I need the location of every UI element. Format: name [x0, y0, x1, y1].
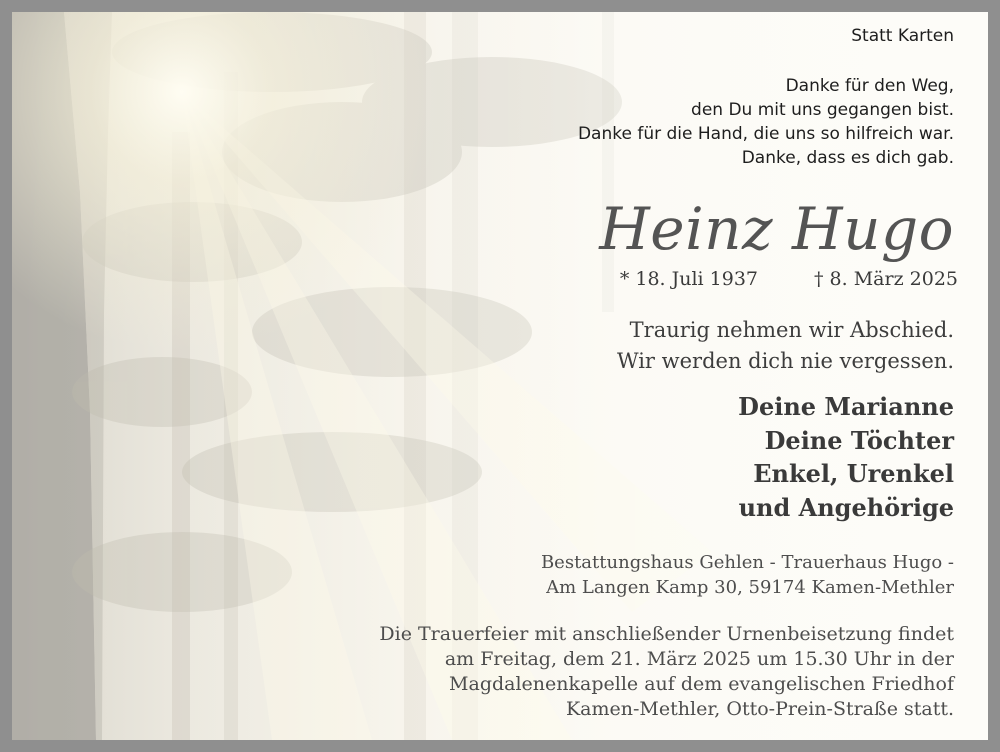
service-line: Die Trauerfeier mit anschließender Urnenbeisetzung findet [379, 623, 954, 645]
service-line: am Freitag, dem 21. März 2025 um 15.30 Uhr in der [444, 648, 954, 670]
farewell-line: Traurig nehmen wir Abschied. [629, 318, 954, 342]
deceased-name: Heinz Hugo [599, 195, 954, 263]
service-line: Magdalenenkapelle auf dem evangelischen Friedhof [449, 673, 954, 695]
funeral-home-address [541, 550, 954, 600]
mourner-line: Deine Töchter [764, 425, 954, 455]
poem-verse [578, 74, 954, 170]
service-details [379, 622, 954, 722]
verse-line: Danke für die Hand, die uns so hilfreich war. [577, 124, 954, 144]
birth-date: * 18. Juli 1937 [619, 268, 759, 290]
mourner-line: Enkel, Urenkel [753, 459, 954, 488]
obituary-card [12, 12, 988, 740]
death-date: † 8. März 2025 [814, 268, 958, 290]
life-dates [620, 268, 958, 290]
farewell-line: Wir werden dich nie vergessen. [616, 349, 954, 373]
farewell-message [617, 315, 954, 377]
service-line: Kamen-Methler, Otto-Prein-Straße statt. [565, 698, 954, 720]
verse-line: Danke für den Weg, [785, 76, 954, 96]
statt-karten-label: Statt Karten [851, 26, 954, 46]
verse-line: Danke, dass es dich gab. [741, 148, 954, 168]
mourners-list [738, 390, 954, 524]
mourner-line: und Angehörige [738, 492, 954, 522]
funeral-home-line: Am Langen Kamp 30, 59174 Kamen-Methler [546, 577, 954, 598]
verse-line: den Du mit uns gegangen bist. [691, 100, 954, 120]
mourner-line: Deine Marianne [738, 392, 954, 421]
funeral-home-line: Bestattungshaus Gehlen - Trauerhaus Hugo - [540, 552, 954, 573]
